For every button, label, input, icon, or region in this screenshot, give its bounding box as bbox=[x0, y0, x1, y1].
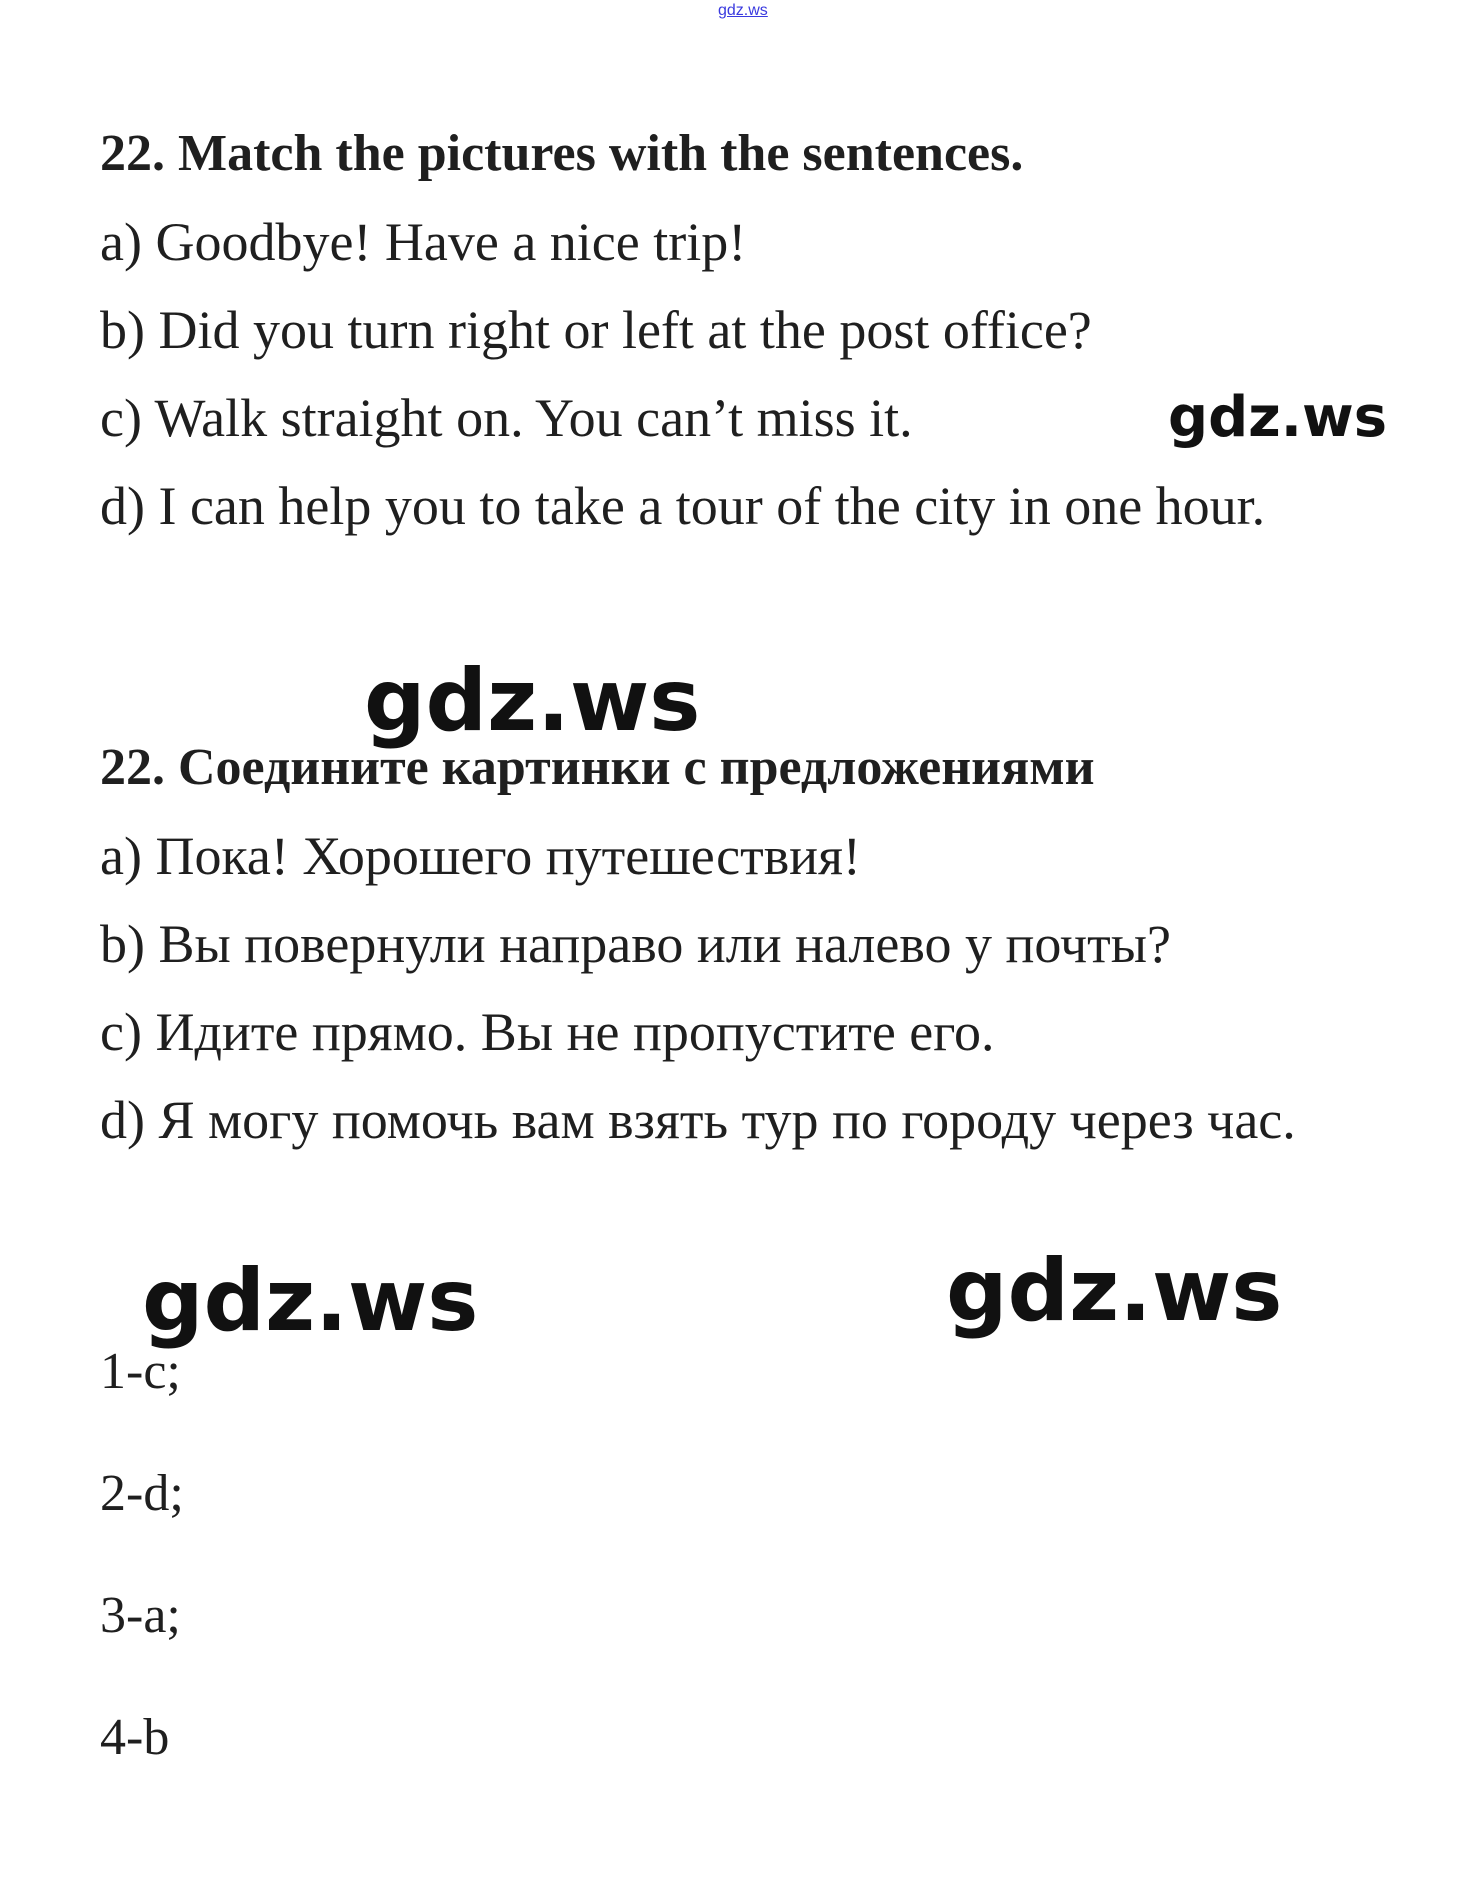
english-sentence-c: c) Walk straight on. You can’t miss it. bbox=[100, 388, 913, 448]
english-sentence-b: b) Did you turn right or left at the post office? bbox=[100, 300, 1092, 360]
answer-2: 2-d; bbox=[100, 1465, 184, 1522]
answer-1: 1-c; bbox=[100, 1343, 181, 1400]
answer-4: 4-b bbox=[100, 1709, 170, 1766]
english-sentence-d: d) I can help you to take a tour of the city in one hour. bbox=[100, 476, 1266, 536]
russian-sentence-c: c) Идите прямо. Вы не пропустите его. bbox=[100, 1002, 995, 1062]
watermark-1: gdz.ws bbox=[1168, 385, 1388, 450]
english-sentence-a: a) Goodbye! Have a nice trip! bbox=[100, 212, 747, 272]
watermark-2: gdz.ws bbox=[364, 651, 701, 751]
top-watermark-link[interactable]: gdz.ws bbox=[718, 2, 768, 19]
answer-3: 3-a; bbox=[100, 1587, 181, 1644]
russian-heading: 22. Соедините картинки с предложениями bbox=[100, 739, 1095, 796]
russian-sentence-a: a) Пока! Хорошего путешествия! bbox=[100, 826, 861, 886]
russian-sentence-b: b) Вы повернули направо или налево у почты? bbox=[100, 914, 1171, 974]
russian-sentence-d: d) Я могу помочь вам взять тур по городу через час. bbox=[100, 1090, 1296, 1150]
english-heading: 22. Match the pictures with the sentences. bbox=[100, 125, 1024, 182]
watermark-3: gdz.ws bbox=[142, 1251, 479, 1351]
watermark-4: gdz.ws bbox=[946, 1241, 1283, 1341]
